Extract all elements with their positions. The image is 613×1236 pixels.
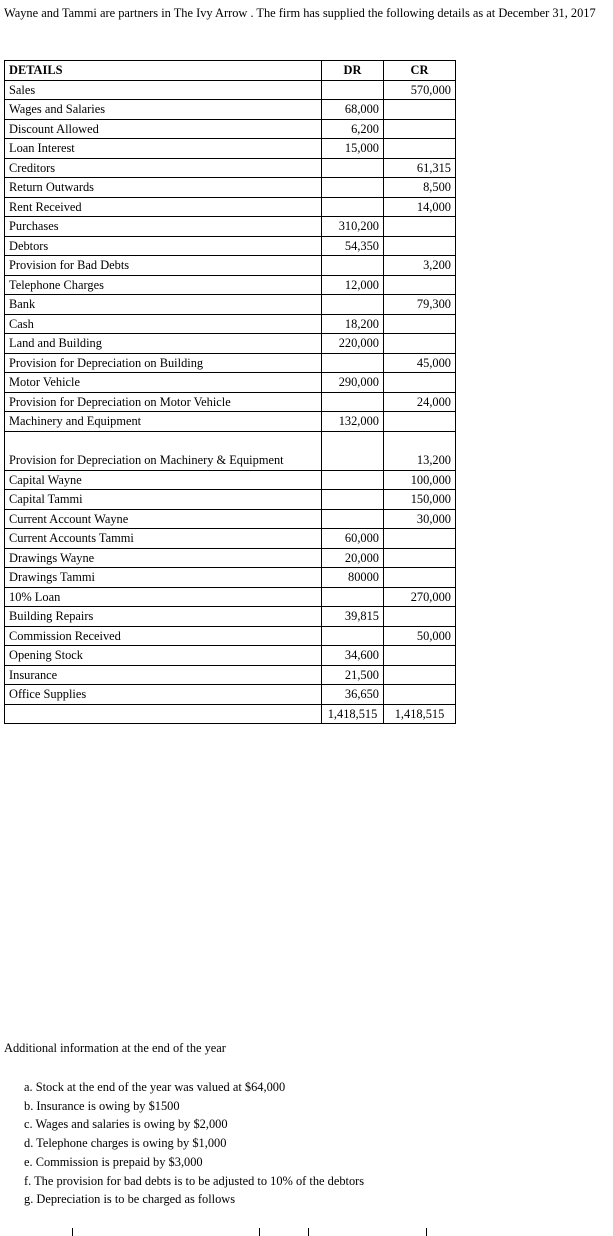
table-row [5,178,456,198]
table-row [5,392,456,412]
row-label: Bank [5,295,322,315]
row-cr [384,568,456,588]
row-label: Current Account Wayne [5,509,322,529]
table-row [5,646,456,666]
row-label: Drawings Tammi [5,568,322,588]
row-cr [384,275,456,295]
row-cr [384,373,456,393]
row-cr: 270,000 [384,587,456,607]
intro-paragraph: Wayne and Tammi are partners in The Ivy Arrow . The firm has supplied the following details as at December 31, 2017 [4,6,596,20]
additional-info-list [24,1078,364,1209]
table-row [5,353,456,373]
table-row [5,548,456,568]
table-row [5,334,456,354]
row-dr: 39,815 [322,607,384,627]
row-dr: 68,000 [322,100,384,120]
row-dr: 132,000 [322,412,384,432]
row-label: Rent Received [5,197,322,217]
table-row [5,626,456,646]
table-row [5,275,456,295]
totals-row [5,704,456,724]
row-dr [322,80,384,100]
table-row [5,158,456,178]
row-dr [322,353,384,373]
row-cr: 150,000 [384,490,456,510]
row-dr: 12,000 [322,275,384,295]
list-item: a. Stock at the end of the year was valued at $64,000 [24,1080,286,1094]
header-dr: DR [322,61,384,81]
row-label: Capital Wayne [5,470,322,490]
row-cr [384,548,456,568]
row-cr: 8,500 [384,178,456,198]
row-dr [322,470,384,490]
row-dr: 310,200 [322,217,384,237]
row-label: Drawings Wayne [5,548,322,568]
row-cr: 79,300 [384,295,456,315]
row-dr [322,392,384,412]
row-cr [384,685,456,705]
table-row [5,412,456,432]
row-dr [322,587,384,607]
row-label: Provision for Depreciation on Building [5,353,322,373]
row-label: Discount Allowed [5,119,322,139]
totals-label [5,704,322,724]
table-row [5,256,456,276]
row-label: Creditors [5,158,322,178]
row-dr: 60,000 [322,529,384,549]
list-item: d. Telephone charges is owing by $1,000 [24,1136,227,1151]
row-cr: 13,200 [384,431,456,470]
row-label: Cash [5,314,322,334]
list-item: e. Commission is prepaid by $3,000 [24,1154,203,1169]
row-dr: 20,000 [322,548,384,568]
row-dr: 80000 [322,568,384,588]
total-dr: 1,418,515 [322,704,384,724]
row-dr: 54,350 [322,236,384,256]
row-cr: 24,000 [384,392,456,412]
row-dr [322,509,384,529]
row-cr [384,217,456,237]
table-row [5,197,456,217]
row-cr: 30,000 [384,509,456,529]
table-row [5,568,456,588]
row-dr: 34,600 [322,646,384,666]
row-cr [384,607,456,627]
table-row [5,490,456,510]
table-row [5,607,456,627]
table-row [5,470,456,490]
row-cr [384,139,456,159]
row-label: Provision for Depreciation on Motor Vehicle [5,392,322,412]
table-header-row [5,61,456,81]
total-cr: 1,418,515 [384,704,456,724]
row-dr [322,158,384,178]
row-cr: 14,000 [384,197,456,217]
row-dr: 6,200 [322,119,384,139]
row-cr [384,314,456,334]
row-label: Loan Interest [5,139,322,159]
row-cr [384,236,456,256]
table-row [5,373,456,393]
row-dr [322,178,384,198]
table-row [5,217,456,237]
header-details: DETAILS [5,61,322,81]
row-cr [384,334,456,354]
table-row [5,587,456,607]
cropped-table-edge [72,1228,427,1236]
row-cr [384,646,456,666]
row-dr [322,197,384,217]
list-item: c. Wages and salaries is owing by $2,000 [24,1117,228,1132]
header-cr: CR [384,61,456,81]
row-label: Office Supplies [5,685,322,705]
list-item: f. The provision for bad debts is to be adjusted to 10% of the debtors [24,1173,365,1188]
row-label: Sales [5,80,322,100]
row-label: Insurance [5,665,322,685]
row-label: Purchases [5,217,322,237]
row-label: Return Outwards [5,178,322,198]
table-row [5,529,456,549]
row-label: Building Repairs [5,607,322,627]
row-label: Debtors [5,236,322,256]
row-label: 10% Loan [5,587,322,607]
row-dr: 36,650 [322,685,384,705]
row-dr [322,256,384,276]
table-body [5,80,456,724]
table-row [5,80,456,100]
table-row [5,431,456,470]
row-label: Land and Building [5,334,322,354]
row-cr [384,529,456,549]
row-label: Opening Stock [5,646,322,666]
additional-info-heading: Additional information at the end of the year [4,1041,226,1055]
table-row [5,685,456,705]
row-dr: 18,200 [322,314,384,334]
row-dr: 290,000 [322,373,384,393]
row-dr [322,626,384,646]
row-cr: 100,000 [384,470,456,490]
row-cr: 50,000 [384,626,456,646]
row-dr [322,295,384,315]
table-row [5,236,456,256]
row-dr: 220,000 [322,334,384,354]
row-dr [322,490,384,510]
table-row [5,509,456,529]
table-row [5,119,456,139]
table-row [5,295,456,315]
row-cr [384,665,456,685]
list-item: b. Insurance is owing by $1500 [24,1098,180,1113]
row-label: Provision for Depreciation on Machinery & Equipment [5,431,322,470]
row-cr [384,119,456,139]
row-label: Motor Vehicle [5,373,322,393]
row-label: Telephone Charges [5,275,322,295]
table-row [5,100,456,120]
row-dr: 15,000 [322,139,384,159]
row-cr [384,100,456,120]
row-label: Current Accounts Tammi [5,529,322,549]
table-row [5,314,456,334]
row-label: Machinery and Equipment [5,412,322,432]
row-dr [322,431,384,470]
row-dr: 21,500 [322,665,384,685]
table-row [5,665,456,685]
row-cr: 570,000 [384,80,456,100]
row-cr: 3,200 [384,256,456,276]
table-row [5,139,456,159]
trial-balance-table [4,60,456,724]
row-cr: 61,315 [384,158,456,178]
row-label: Wages and Salaries [5,100,322,120]
list-item: g. Depreciation is to be charged as follows [24,1192,236,1207]
row-label: Capital Tammi [5,490,322,510]
row-label: Provision for Bad Debts [5,256,322,276]
row-label: Commission Received [5,626,322,646]
row-cr: 45,000 [384,353,456,373]
row-cr [384,412,456,432]
